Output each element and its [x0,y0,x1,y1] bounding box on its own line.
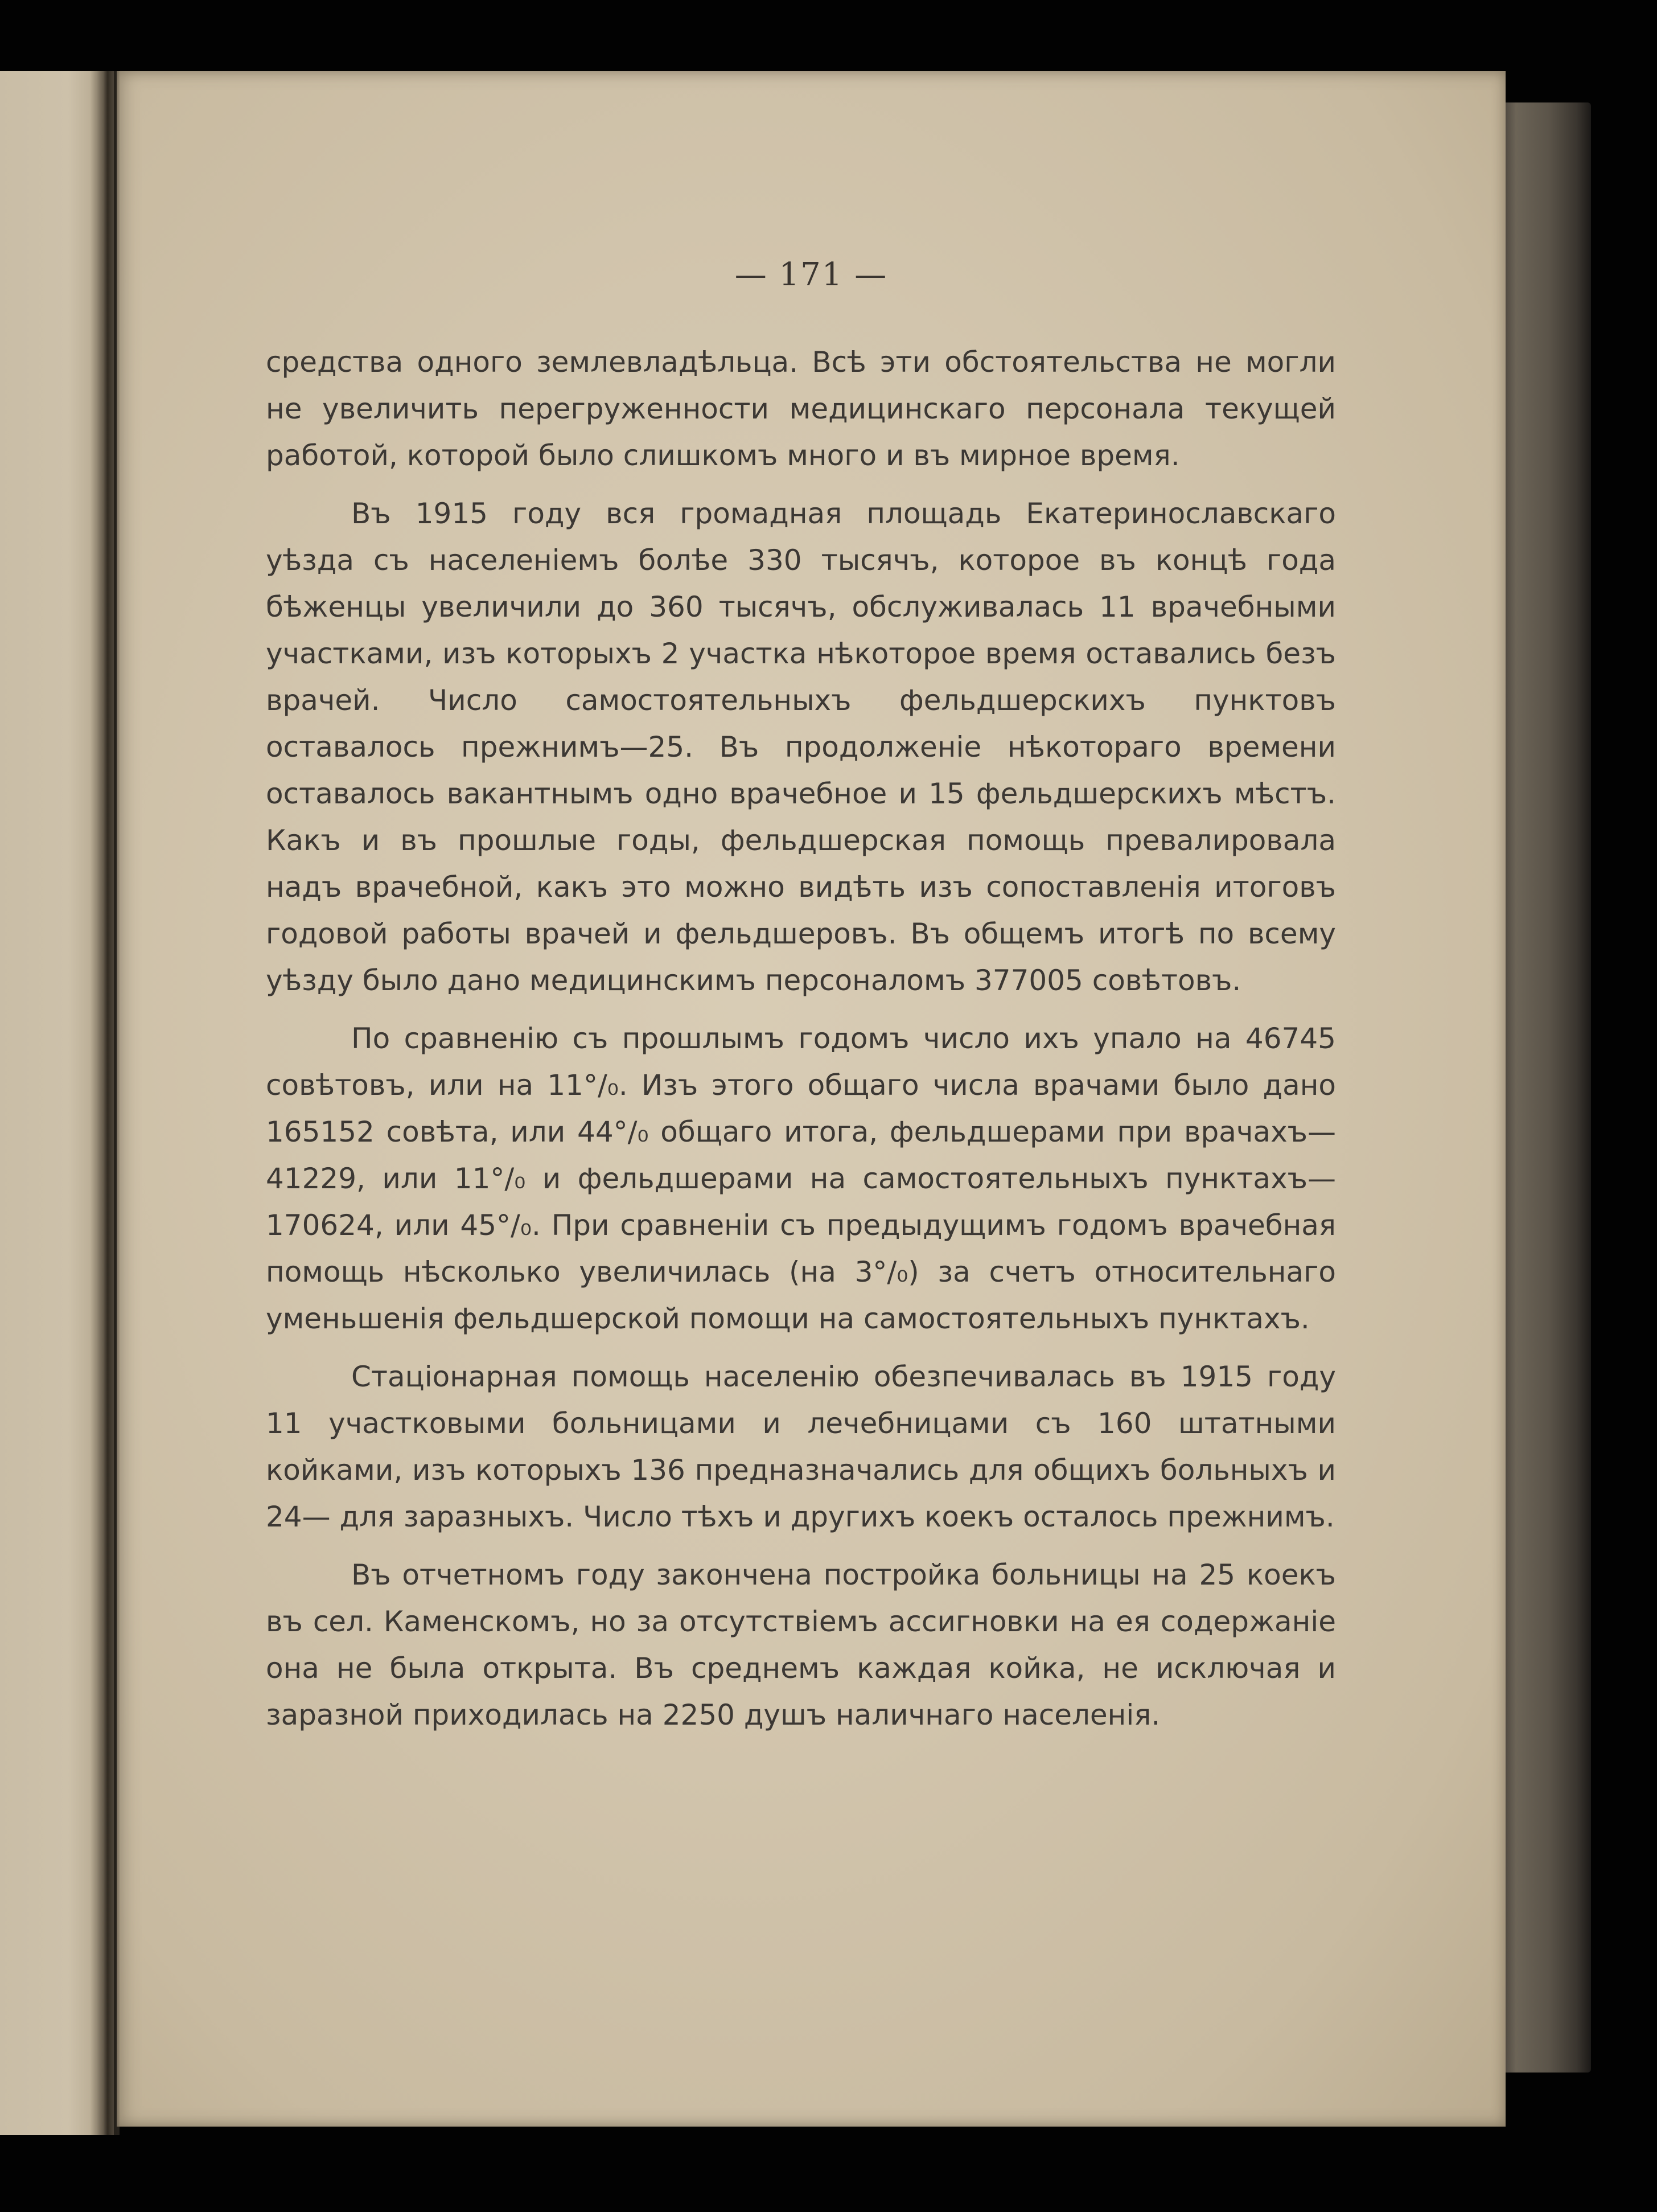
paragraph-1: средства одного землевладѣльца. Всѣ эти обстоятельства не могли не увеличить перегруженности медицинскаго персонала текущей работой, которой было слишкомъ много и въ мирное время. [266,346,1336,472]
binding-shadow [90,71,120,2135]
paragraph-5: Въ отчетномъ году закончена постройка больницы на 25 коекъ въ сел. Каменскомъ, но за отсутствіемъ ассигновки на ея содержаніе она не была открыта. Въ среднемъ каждая койка, не исключая и заразной приходилась на 2250 душъ наличнаго населенія. [266,1558,1336,1731]
paragraph-3: По сравненію съ прошлымъ годомъ число ихъ упало на 46745 совѣтовъ, или на 11°/₀. Изъ этого общаго числа врачами было дано 165152 совѣта, или 44°/₀ общаго итога, фельдшерами при врачахъ—41229, или 11°/₀ и фельдшерами на самостоятельныхъ пунктахъ—170624, или 45°/₀. При сравненіи съ предыдущимъ годомъ врачебная помощь нѣсколько увеличилась (на 3°/₀) за счетъ относительнаго уменьшенія фельдшерской помощи на самостоятельныхъ пунктахъ. [266,1022,1336,1335]
book-page [117,71,1506,2127]
paragraph-4: Стаціонарная помощь населенію обезпечивалась въ 1915 году 11 участковыми больницами и лечебницами съ 160 штатными койками, изъ которыхъ 136 предназначались для общихъ больныхъ и 24— для заразныхъ. Число тѣхъ и другихъ коекъ осталось прежнимъ. [266,1360,1336,1533]
paragraph-2: Въ 1915 году вся громадная площадь Екатеринославскаго уѣзда съ населеніемъ болѣе 330 тысячъ, которое въ концѣ года бѣженцы увеличили до 360 тысячъ, обслуживалась 11 врачебными участками, изъ которыхъ 2 участка нѣкоторое время оставались безъ врачей. Число самостоятельныхъ фельдшерскихъ пунктовъ оставалось прежнимъ—25. Въ продолженіе нѣкотораго времени оставалось вакантнымъ одно врачебное и 15 фельдшерскихъ мѣстъ. Какъ и въ прошлые годы, фельдшерская помощь превалировала надъ врачебной, какъ это можно видѣть изъ сопоставленія итоговъ годовой работы врачей и фельдшеровъ. Въ общемъ итогѣ по всему уѣзду было дано медицинскимъ персоналомъ 377005 совѣтовъ. [266,497,1336,997]
page-body [266,339,1336,1738]
book-cover-edge [1497,102,1591,2073]
page-number: — 171 — [734,256,888,293]
